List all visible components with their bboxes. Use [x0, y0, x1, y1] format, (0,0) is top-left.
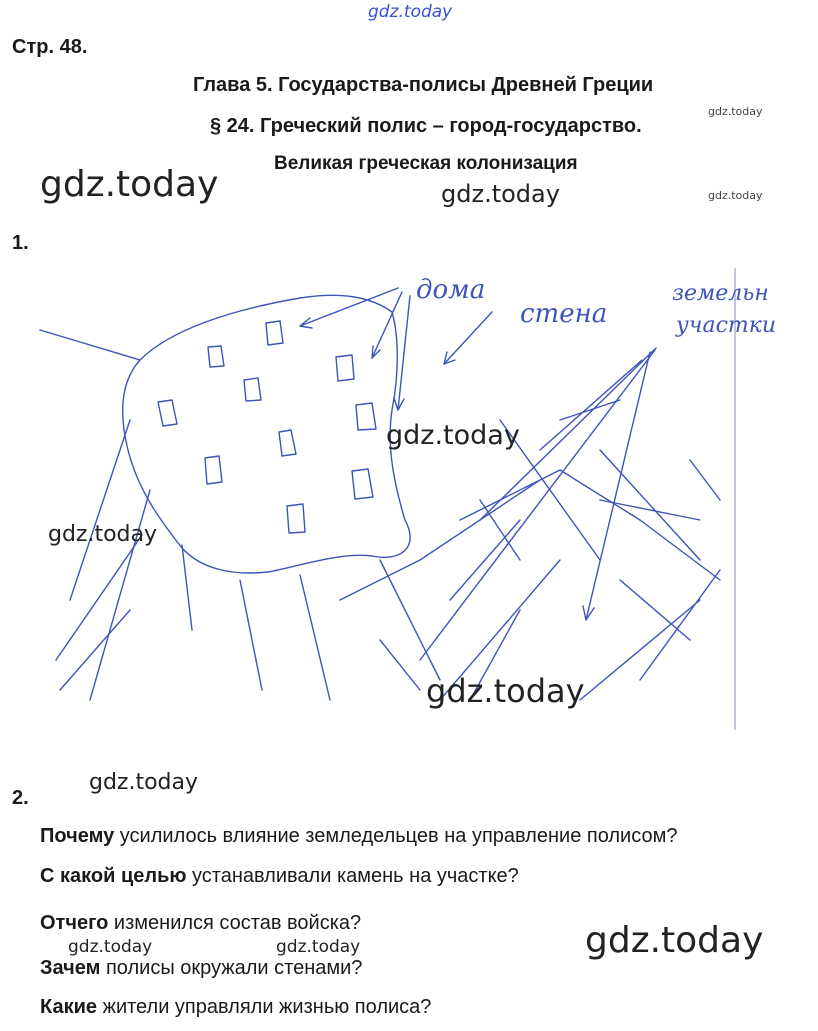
page-reference: Стр. 48. [12, 36, 88, 58]
watermark-small: gdz.today [89, 770, 199, 795]
house [279, 430, 296, 456]
label-plots-line2: участки [676, 313, 777, 338]
chapter-title: Глава 5. Государства-полисы Древней Греции [193, 74, 654, 96]
section-title: § 24. Греческий полис – город-государство. [210, 115, 642, 137]
label-plots-line1: земельн [672, 281, 769, 306]
house [158, 400, 177, 426]
watermark-small: gdz.today [276, 937, 361, 957]
question-3: Отчего изменился состав войска? [40, 912, 362, 934]
task-number-2: 2. [12, 787, 29, 809]
house [244, 378, 261, 401]
watermark-small: gdz.today [708, 189, 763, 202]
watermark-small: gdz.today [708, 105, 763, 118]
house [287, 504, 305, 533]
house [336, 355, 354, 381]
task-number-1: 1. [12, 232, 29, 254]
watermark-small: gdz.today [48, 522, 158, 547]
house [356, 403, 376, 430]
question-5: Какие жители управляли жизнью полиса? [40, 996, 432, 1018]
question-1: Почему усилилось влияние земледельцев на управление полисом? [40, 825, 678, 847]
watermark-small: gdz.today [68, 937, 153, 957]
question-2: С какой целью устанавливали камень на участке? [40, 865, 519, 887]
house [208, 346, 224, 367]
watermark-medium: gdz.today [386, 420, 520, 451]
watermark-medium: gdz.today [441, 180, 560, 208]
city-wall-outline [123, 295, 410, 573]
house [266, 321, 283, 345]
watermark-medium: gdz.today [426, 672, 585, 710]
question-4: Зачем полисы окружали стенами? [40, 957, 363, 979]
subsection-title: Великая греческая колонизация [274, 153, 578, 174]
house [352, 469, 373, 499]
label-wall: стена [520, 299, 608, 329]
label-houses: дома [416, 275, 486, 305]
house [205, 456, 222, 484]
watermark-large: gdz.today [585, 920, 764, 961]
watermark-large: gdz.today [40, 164, 219, 205]
watermark-top: gdz.today [368, 2, 453, 22]
